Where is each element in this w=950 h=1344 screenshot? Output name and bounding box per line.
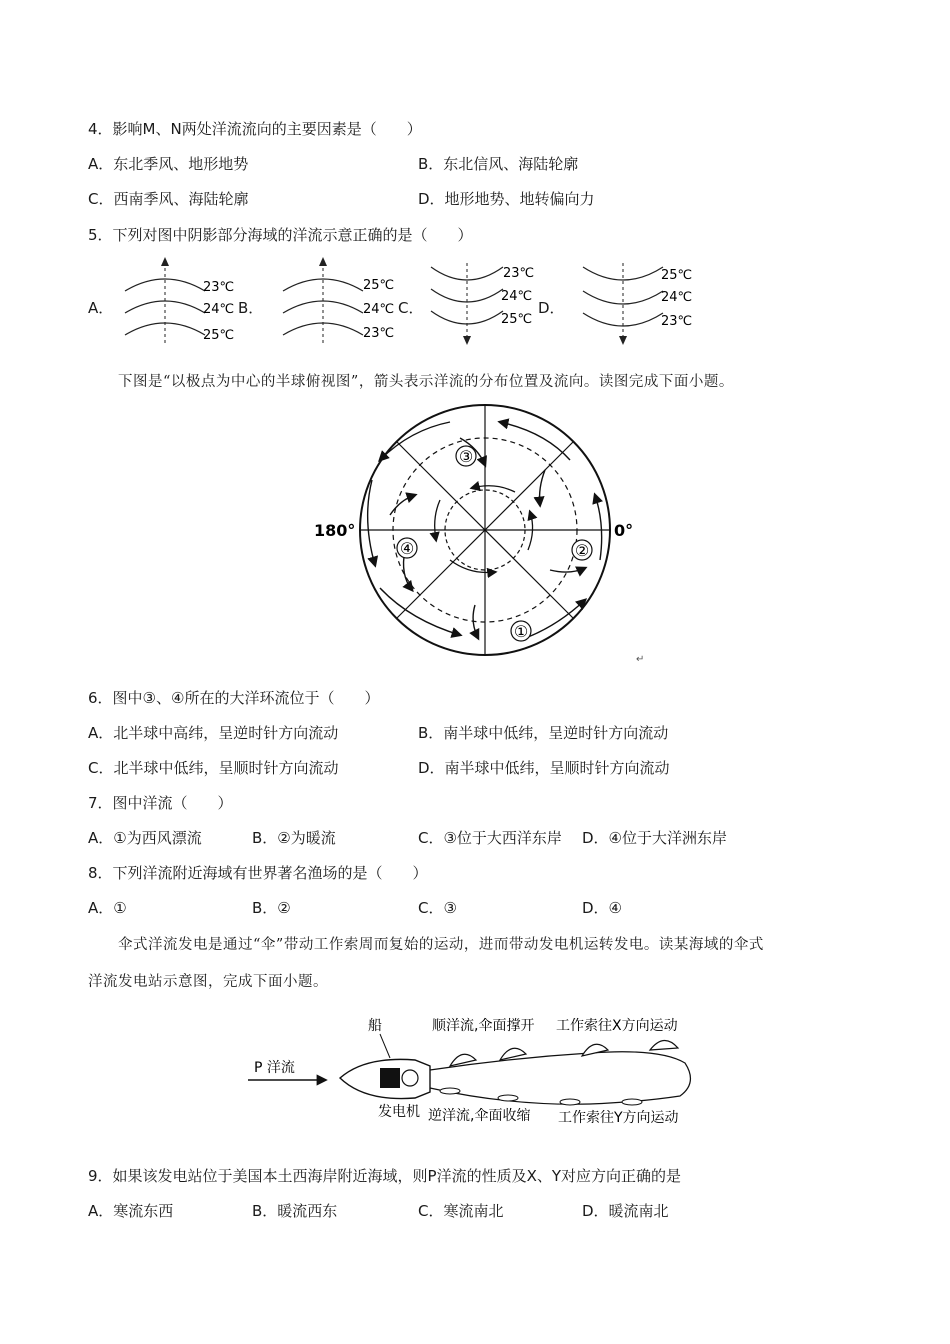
umbrella-generator-diagram bbox=[240, 1008, 720, 1138]
q6-option-b: B．南半球中低纬，呈逆时针方向流动 bbox=[418, 724, 669, 742]
q5-option-b-letter: B． bbox=[238, 299, 264, 317]
q5-option-d-letter: D． bbox=[538, 299, 565, 317]
isotherm-d-label-1: 25℃ bbox=[661, 268, 693, 283]
isotherm-a-label-3: 25℃ bbox=[203, 328, 235, 343]
isotherm-diagram-b bbox=[275, 255, 405, 350]
q8-option-b: B．② bbox=[252, 899, 291, 917]
isotherm-c-label-2: 24℃ bbox=[501, 289, 533, 304]
label-180: 180° bbox=[314, 521, 356, 540]
y-direction-label: 工作索往Y方向运动 bbox=[558, 1110, 679, 1126]
isotherm-b-label-2: 24℃ bbox=[363, 302, 395, 317]
p-current-label: P 洋流 bbox=[254, 1060, 295, 1076]
intro-paragraph-2-line-1: 伞式洋流发电是通过“伞”带动工作索周而复始的运动，进而带动发电机运转发电。读某海域的伞式 bbox=[118, 937, 764, 953]
marker-1: ① bbox=[513, 622, 529, 641]
polar-current-map bbox=[300, 400, 660, 670]
q5-stem: 5．下列对图中阴影部分海域的洋流示意正确的是（ ） bbox=[88, 226, 473, 244]
q8-stem: 8．下列洋流附近海域有世界著名渔场的是（ ） bbox=[88, 864, 428, 882]
intro-paragraph-1: 下图是“以极点为中心的半球俯视图”，箭头表示洋流的分布位置及流向。读图完成下面小题。 bbox=[118, 374, 734, 390]
isotherm-b-label-1: 25℃ bbox=[363, 278, 395, 293]
q8-option-c: C．③ bbox=[418, 899, 457, 917]
q6-option-c: C．北半球中低纬，呈顺时针方向流动 bbox=[88, 759, 339, 777]
q7-stem: 7．图中洋流（ ） bbox=[88, 794, 233, 812]
isotherm-c-label-3: 25℃ bbox=[501, 312, 533, 327]
q9-option-d: D．暖流南北 bbox=[582, 1202, 669, 1220]
q4-option-c: C．西南季风、海陆轮廓 bbox=[88, 190, 249, 208]
q9-option-b: B．暖流西东 bbox=[252, 1202, 338, 1220]
isotherm-diagram-d bbox=[575, 255, 705, 350]
isotherm-d-label-2: 24℃ bbox=[661, 290, 693, 305]
q9-stem: 9．如果该发电站位于美国本土西海岸附近海域，则P洋流的性质及X、Y对应方向正确的是 bbox=[88, 1167, 682, 1185]
q7-option-d: D．④位于大洋洲东岸 bbox=[582, 829, 727, 847]
isotherm-c-label-1: 23℃ bbox=[503, 266, 535, 281]
q5-option-a-letter: A． bbox=[88, 299, 114, 317]
q6-option-d: D．南半球中低纬，呈顺时针方向流动 bbox=[418, 759, 670, 777]
q7-option-a: A．①为西风漂流 bbox=[88, 829, 202, 847]
q7-option-b: B．②为暖流 bbox=[252, 829, 336, 847]
q4-stem: 4．影响M、N两处洋流流向的主要因素是（ ） bbox=[88, 120, 422, 138]
q4-option-a: A．东北季风、地形地势 bbox=[88, 155, 249, 173]
q5-option-c-letter: C． bbox=[398, 299, 424, 317]
isotherm-d-label-3: 23℃ bbox=[661, 314, 693, 329]
label-0: 0° bbox=[614, 521, 634, 540]
x-direction-label: 工作索往X方向运动 bbox=[556, 1018, 678, 1034]
isotherm-a-label-2: 24℃ bbox=[203, 302, 235, 317]
marker-3: ③ bbox=[458, 447, 474, 466]
q6-option-a: A．北半球中高纬，呈逆时针方向流动 bbox=[88, 724, 339, 742]
q9-option-a: A．寒流东西 bbox=[88, 1202, 174, 1220]
marker-4: ④ bbox=[399, 539, 415, 558]
generator-label: 发电机 bbox=[378, 1104, 420, 1120]
marker-2: ② bbox=[574, 541, 590, 560]
return-mark: ↵ bbox=[636, 654, 645, 665]
isotherm-b-label-3: 23℃ bbox=[363, 326, 395, 341]
q9-option-c: C．寒流南北 bbox=[418, 1202, 504, 1220]
isotherm-a-label-1: 23℃ bbox=[203, 280, 235, 295]
q7-option-c: C．③位于大西洋东岸 bbox=[418, 829, 562, 847]
q6-stem: 6．图中③、④所在的大洋环流位于（ ） bbox=[88, 689, 380, 707]
q8-option-a: A．① bbox=[88, 899, 127, 917]
close-label: 逆洋流,伞面收缩 bbox=[428, 1108, 531, 1124]
q4-option-b: B．东北信风、海陆轮廓 bbox=[418, 155, 579, 173]
q4-option-d: D．地形地势、地转偏向力 bbox=[418, 190, 595, 208]
isotherm-diagram-c bbox=[425, 255, 555, 350]
ship-label: 船 bbox=[368, 1018, 382, 1034]
q8-option-d: D．④ bbox=[582, 899, 622, 917]
open-label: 顺洋流,伞面撑开 bbox=[432, 1018, 535, 1034]
isotherm-diagram-a bbox=[115, 255, 245, 350]
intro-paragraph-2-line-2: 洋流发电站示意图，完成下面小题。 bbox=[88, 974, 328, 990]
